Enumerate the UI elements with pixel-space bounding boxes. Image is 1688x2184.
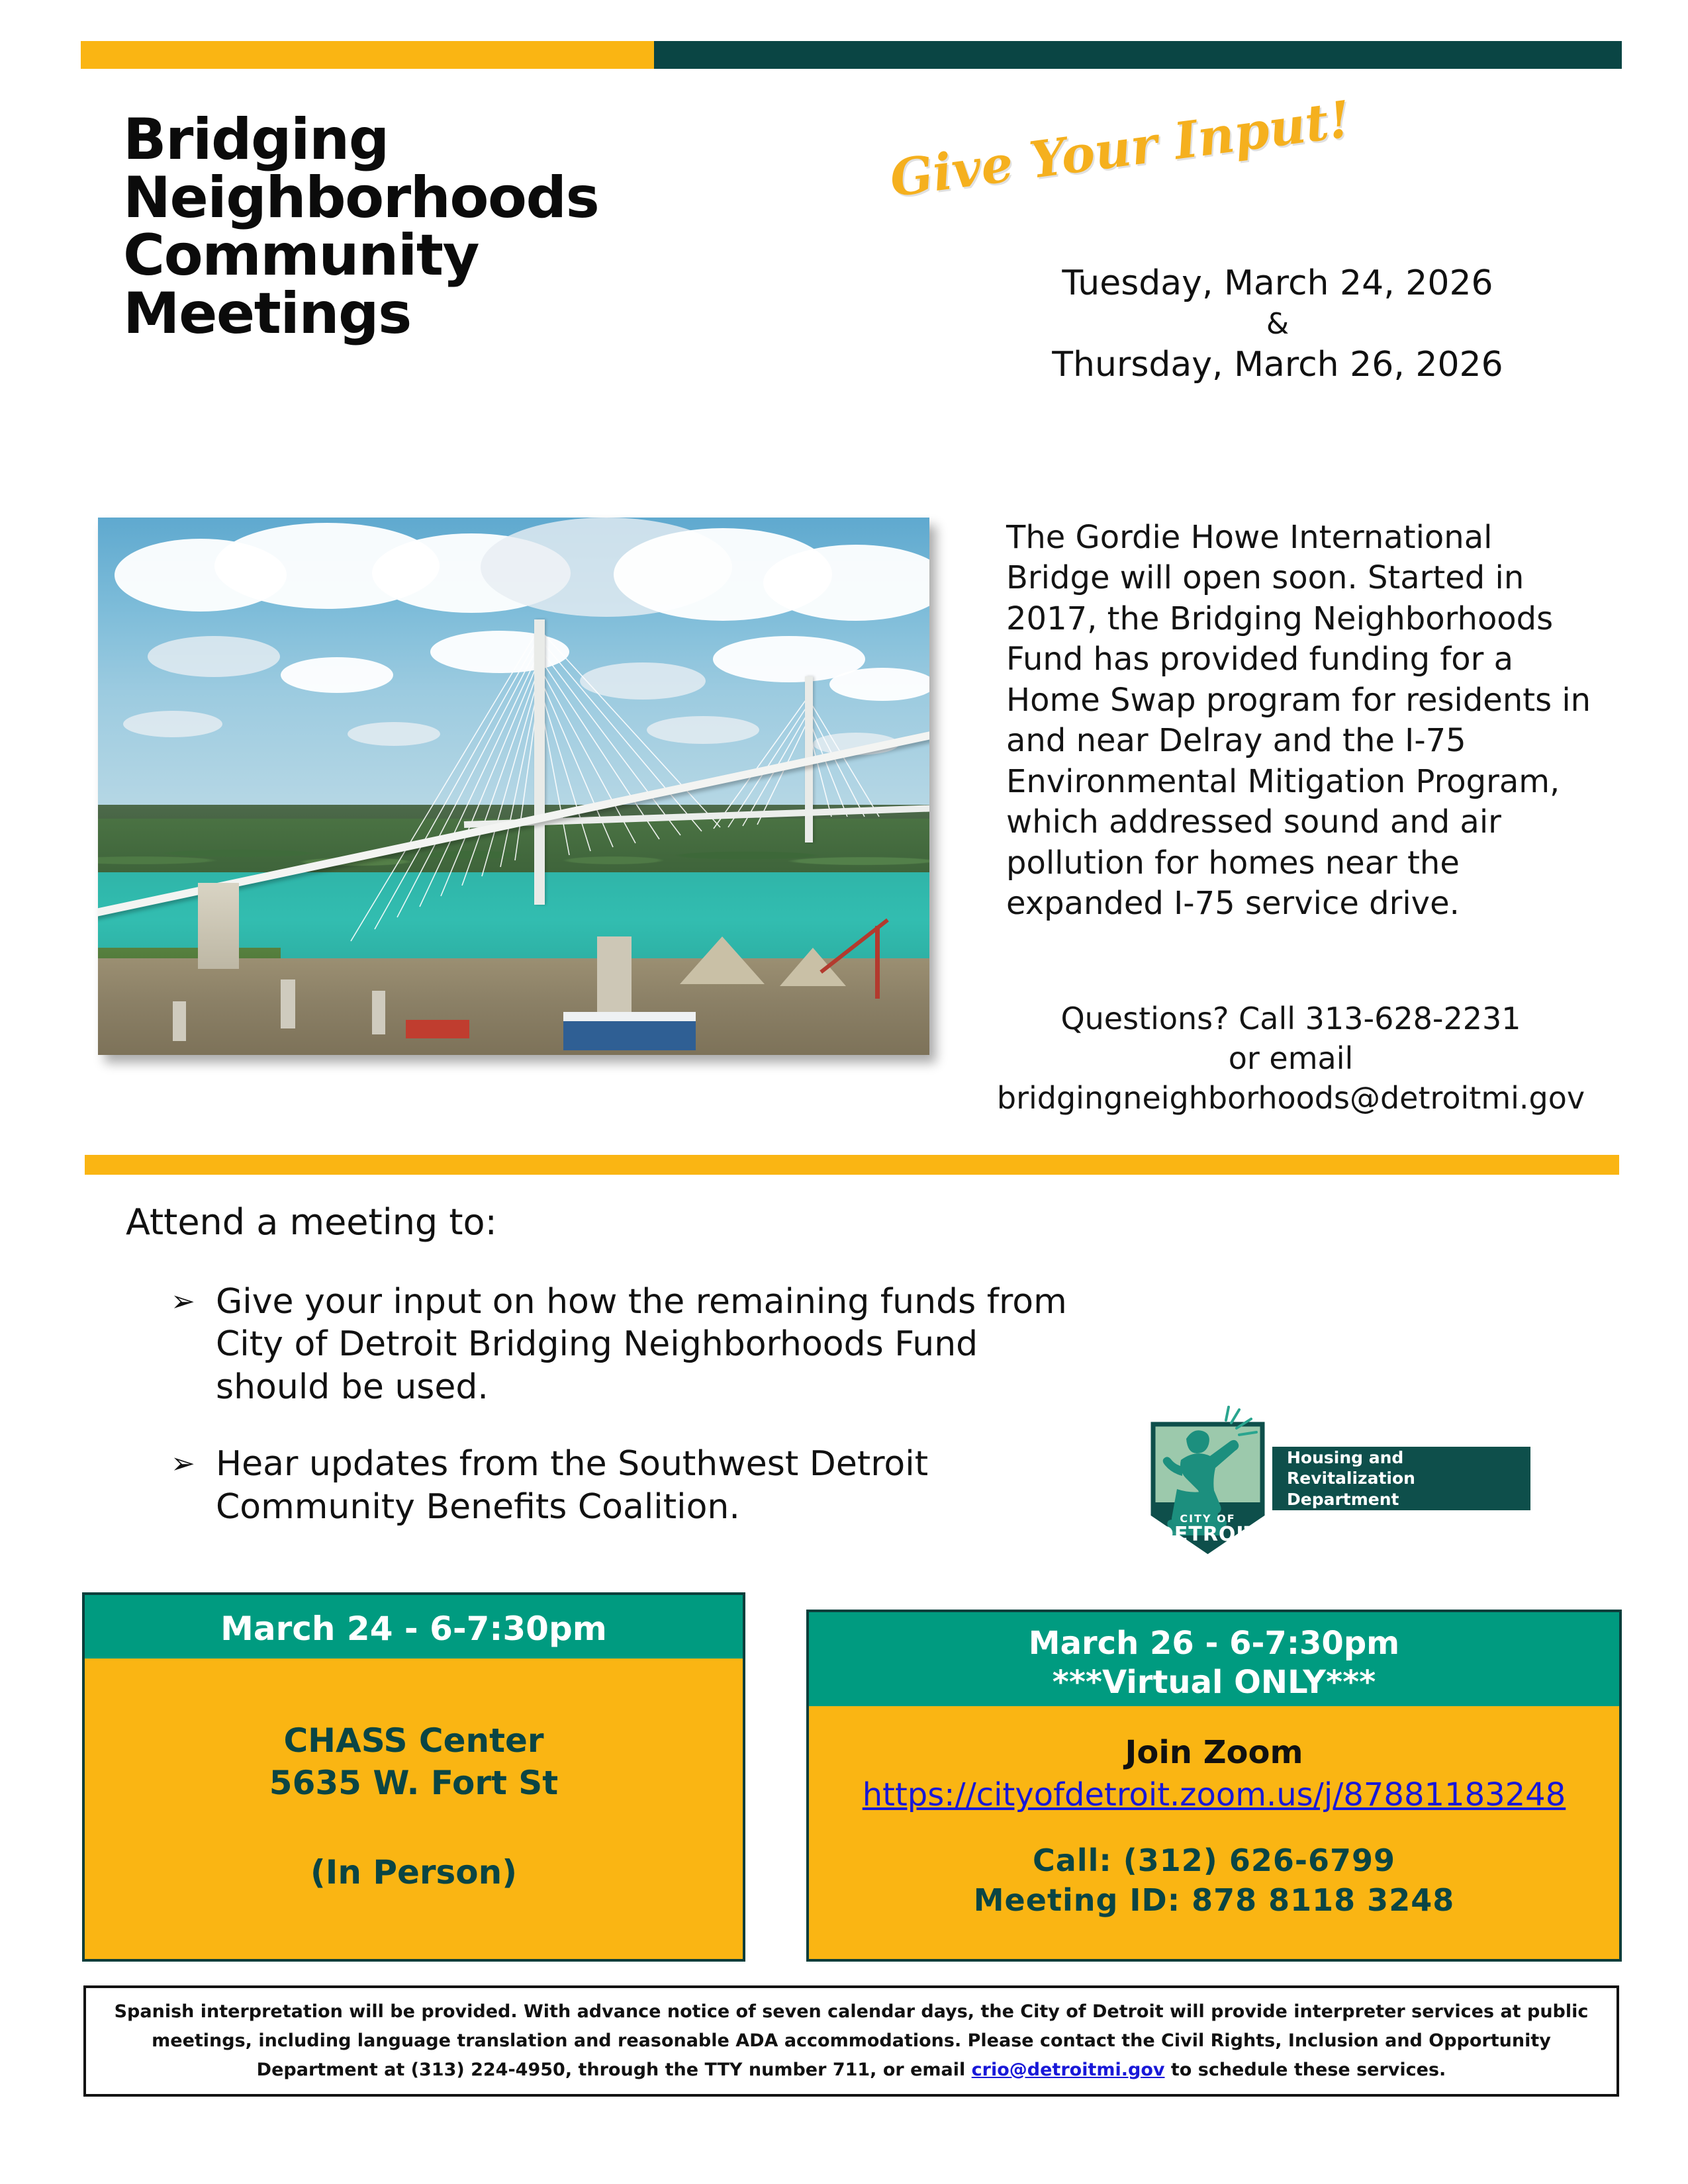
meeting-card-header bbox=[809, 1612, 1619, 1706]
top-bar-amber-segment bbox=[81, 41, 654, 69]
meeting-card-header-date: March 26 - 6-7:30pm bbox=[1028, 1625, 1400, 1662]
detroit-shield-icon bbox=[1147, 1403, 1269, 1555]
bridge-pier bbox=[173, 1001, 186, 1041]
construction-building bbox=[597, 936, 632, 1016]
site-container bbox=[406, 1020, 469, 1038]
meeting-card-header-virtual: ***Virtual ONLY*** bbox=[1052, 1663, 1376, 1701]
venue-block bbox=[85, 1719, 743, 1804]
title-line-1: Bridging bbox=[123, 107, 389, 173]
section-divider-bar bbox=[85, 1155, 1619, 1175]
zoom-meeting-id: Meeting ID: 878 8118 3248 bbox=[973, 1882, 1455, 1918]
intro-paragraph: The Gordie Howe International Bridge will open soon. Started in 2017, the Bridging Neighborhoods Fund has provided funding for a Home Swap program for residents in and near Delray and the I-75 Environmental Mitigation Program, which addressed sound and air pollution for homes near the expanded I-75 service drive. bbox=[1006, 519, 1591, 922]
give-your-input-headline: Give Your Input! bbox=[886, 89, 1354, 208]
questions-contact-block bbox=[966, 999, 1615, 1118]
bridge-photo bbox=[98, 518, 929, 1055]
department-name-text bbox=[1287, 1447, 1530, 1510]
venue-name: CHASS Center bbox=[283, 1721, 544, 1760]
cloud-shape bbox=[148, 636, 280, 677]
department-name-bar bbox=[1272, 1447, 1530, 1510]
meeting-card-march-26 bbox=[806, 1610, 1622, 1962]
list-item bbox=[171, 1443, 1098, 1528]
bridge-pier bbox=[372, 991, 385, 1034]
crane-mast bbox=[875, 926, 880, 999]
bridge-pier bbox=[281, 979, 295, 1028]
accessibility-notice bbox=[83, 1985, 1619, 2097]
accessibility-notice-text bbox=[86, 1997, 1617, 2084]
date-ampersand: & bbox=[1266, 306, 1289, 341]
cloud-shape bbox=[348, 722, 440, 746]
cloud-shape bbox=[580, 662, 706, 700]
notice-part-2: to schedule these services. bbox=[1164, 2059, 1446, 2080]
cloud-shape bbox=[281, 657, 393, 693]
shield-city-label: CITY OF bbox=[1180, 1512, 1236, 1525]
construction-silo bbox=[198, 883, 239, 969]
meeting-mode-label: (In Person) bbox=[310, 1853, 518, 1891]
arrow-bullet-icon: ➢ bbox=[171, 1285, 195, 1318]
gravel-pile bbox=[780, 948, 846, 986]
date-line-2: Thursday, March 26, 2026 bbox=[1052, 344, 1503, 385]
questions-email-address: bridgingneighborhoods@detroitmi.gov bbox=[996, 1079, 1585, 1116]
department-line-2: Department bbox=[1287, 1489, 1399, 1509]
gravel-pile bbox=[680, 936, 765, 984]
arrow-bullet-icon: ➢ bbox=[171, 1447, 195, 1481]
page-title bbox=[123, 107, 825, 347]
zoom-meeting-link[interactable]: https://cityofdetroit.zoom.us/j/87881183248 bbox=[862, 1776, 1566, 1813]
title-line-2: Neighborhoods bbox=[123, 164, 599, 231]
bridge-pylon-main bbox=[534, 619, 545, 904]
questions-phone-line: Questions? Call 313-628-2231 bbox=[1060, 1001, 1521, 1036]
meeting-card-header: March 24 - 6-7:30pm bbox=[85, 1595, 743, 1659]
top-accent-bar bbox=[81, 41, 1622, 69]
questions-or-email-line: or email bbox=[1228, 1040, 1354, 1076]
meeting-card-march-24 bbox=[82, 1592, 745, 1962]
venue-address: 5635 W. Fort St bbox=[269, 1764, 559, 1802]
meeting-card-body bbox=[809, 1734, 1619, 1918]
title-line-4: Meetings bbox=[123, 281, 411, 347]
shield-detroit-label: DETROIT bbox=[1156, 1523, 1259, 1546]
attend-bullet-list bbox=[171, 1281, 1098, 1563]
title-line-3: Community bbox=[123, 222, 479, 289]
department-line-1: Housing and Revitalization bbox=[1287, 1448, 1415, 1488]
top-bar-teal-segment bbox=[654, 41, 1622, 69]
zoom-dial-in-number: Call: (312) 626-6799 bbox=[1033, 1843, 1395, 1878]
join-zoom-label: Join Zoom bbox=[1125, 1734, 1303, 1771]
crio-email-link[interactable]: crio@detroitmi.gov bbox=[971, 2059, 1165, 2080]
bridge-photo-illustration bbox=[98, 518, 929, 1055]
site-shed bbox=[563, 1012, 696, 1050]
date-line-1: Tuesday, March 24, 2026 bbox=[1062, 263, 1493, 303]
cloud-shape bbox=[430, 631, 569, 673]
city-of-detroit-logo bbox=[1133, 1390, 1530, 1562]
list-item-text: Hear updates from the Southwest Detroit Community Benefits Coalition. bbox=[216, 1444, 929, 1527]
meeting-dates bbox=[947, 261, 1609, 387]
meeting-card-body bbox=[85, 1719, 743, 1891]
list-item-text: Give your input on how the remaining funds from City of Detroit Bridging Neighborhoods Fund should be used. bbox=[216, 1282, 1067, 1407]
notice-part-1: Spanish interpretation will be provided. With advance notice of seven calendar days, the City of Detroit will provide interpreter services at public meetings, including language translation and reasonable ADA accommodations. Please contact the Civil Rights, Inclusion and Opportunity Department at (313) 224-4950, through the TTY number 711, or email bbox=[114, 2001, 1589, 2080]
list-item bbox=[171, 1281, 1098, 1408]
cloud-shape bbox=[123, 711, 222, 737]
attend-heading: Attend a meeting to: bbox=[126, 1201, 497, 1243]
